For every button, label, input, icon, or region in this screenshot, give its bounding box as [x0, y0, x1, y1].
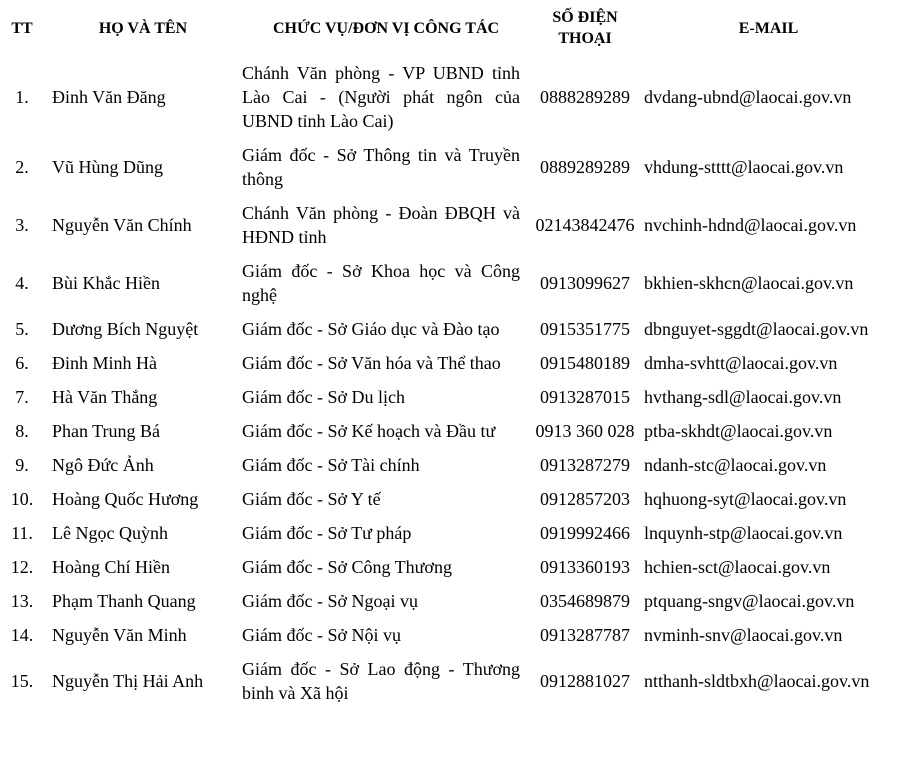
cell-position-unit: Giám đốc - Sở Du lịch: [242, 387, 405, 407]
cell-row-number: 15.: [10, 671, 34, 691]
table-body: [0, 56, 897, 710]
cell-position-unit: Giám đốc - Sở Ngoại vụ: [242, 591, 418, 611]
table-row: [0, 516, 897, 550]
cell-full-name: Bùi Khắc Hiền: [52, 273, 160, 293]
cell-full-name: Ngô Đức Ảnh: [52, 455, 154, 475]
cell-email-address: ndanh-stc@laocai.gov.vn: [644, 455, 827, 475]
cell-row-number: 2.: [15, 157, 29, 177]
cell-position-unit: Chánh Văn phòng - Đoàn ĐBQH và HĐND tỉnh: [242, 203, 520, 247]
cell-email-address: nvchinh-hdnd@laocai.gov.vn: [644, 215, 857, 235]
cell-row-number: 9.: [15, 455, 29, 475]
cell-phone-number: 0912881027: [540, 671, 630, 691]
cell-phone-number: 0913287015: [540, 387, 630, 407]
header-row: [0, 0, 897, 56]
table-row: [0, 380, 897, 414]
cell-email-address: dmha-svhtt@laocai.gov.vn: [644, 353, 838, 373]
cell-phone-number: 0915480189: [540, 353, 630, 373]
cell-row-number: 12.: [10, 557, 34, 577]
table-row: [0, 618, 897, 652]
cell-full-name: Vũ Hùng Dũng: [52, 157, 163, 177]
cell-position-unit: Giám đốc - Sở Tư pháp: [242, 523, 412, 543]
cell-row-number: 11.: [11, 523, 33, 543]
cell-full-name: Đinh Văn Đăng: [52, 87, 166, 107]
cell-phone-number: 02143842476: [535, 215, 635, 235]
cell-row-number: 1.: [15, 87, 29, 107]
cell-phone-number: 0889289289: [540, 157, 630, 177]
table-row: [0, 346, 897, 380]
cell-row-number: 7.: [15, 387, 29, 407]
cell-full-name: Nguyễn Văn Chính: [52, 215, 192, 235]
cell-phone-number: 0913099627: [540, 273, 630, 293]
table-row: [0, 254, 897, 312]
cell-row-number: 10.: [10, 489, 34, 509]
cell-full-name: Lê Ngọc Quỳnh: [52, 523, 168, 543]
cell-email-address: ptba-skhdt@laocai.gov.vn: [644, 421, 833, 441]
column-header-tt: TT: [11, 19, 33, 37]
cell-row-number: 4.: [15, 273, 29, 293]
table-row: [0, 414, 897, 448]
cell-email-address: bkhien-skhcn@laocai.gov.vn: [644, 273, 854, 293]
cell-full-name: Phan Trung Bá: [52, 421, 161, 441]
cell-row-number: 13.: [10, 591, 34, 611]
cell-position-unit: Giám đốc - Sở Nội vụ: [242, 625, 402, 645]
cell-phone-number: 0913287279: [540, 455, 630, 475]
cell-position-unit: Giám đốc - Sở Thông tin và Truyền thông: [242, 145, 520, 189]
column-header-name: HỌ VÀ TÊN: [98, 19, 188, 37]
table-row: [0, 138, 897, 196]
cell-position-unit: Giám đốc - Sở Công Thương: [242, 557, 452, 577]
cell-full-name: Nguyễn Thị Hải Anh: [52, 671, 204, 691]
cell-email-address: dbnguyet-sggdt@laocai.gov.vn: [644, 319, 869, 339]
cell-phone-number: 0913360193: [540, 557, 630, 577]
cell-full-name: Phạm Thanh Quang: [52, 591, 196, 611]
cell-row-number: 14.: [10, 625, 34, 645]
column-header-position: CHỨC VỤ/ĐƠN VỊ CÔNG TÁC: [272, 19, 500, 37]
cell-email-address: hvthang-sdl@laocai.gov.vn: [644, 387, 842, 407]
cell-position-unit: Giám đốc - Sở Khoa học và Công nghệ: [242, 261, 520, 305]
cell-full-name: Hoàng Quốc Hương: [52, 489, 199, 509]
table-row: [0, 550, 897, 584]
cell-phone-number: 0888289289: [540, 87, 630, 107]
cell-position-unit: Giám đốc - Sở Kế hoạch và Đầu tư: [242, 421, 496, 441]
table-row: [0, 448, 897, 482]
cell-email-address: ntthanh-sldtbxh@laocai.gov.vn: [644, 671, 870, 691]
cell-full-name: Nguyễn Văn Minh: [52, 625, 187, 645]
cell-phone-number: 0913 360 028: [535, 421, 635, 441]
cell-email-address: ptquang-sngv@laocai.gov.vn: [644, 591, 855, 611]
cell-phone-number: 0912857203: [540, 489, 630, 509]
cell-position-unit: Chánh Văn phòng - VP UBND tỉnh Lào Cai - (Người phát ngôn của UBND tỉnh Lào Cai): [242, 63, 520, 131]
column-header-phone: SỐ ĐIỆN THOẠI: [552, 9, 618, 47]
cell-email-address: hqhuong-syt@laocai.gov.vn: [644, 489, 847, 509]
column-header-email: E-MAIL: [738, 19, 799, 37]
cell-full-name: Đinh Minh Hà: [52, 353, 157, 373]
cell-row-number: 6.: [15, 353, 29, 373]
cell-full-name: Hà Văn Thắng: [52, 387, 158, 407]
cell-email-address: dvdang-ubnd@laocai.gov.vn: [644, 87, 852, 107]
cell-phone-number: 0913287787: [540, 625, 630, 645]
cell-full-name: Hoàng Chí Hiền: [52, 557, 170, 577]
cell-row-number: 3.: [15, 215, 29, 235]
cell-phone-number: 0354689879: [540, 591, 630, 611]
cell-email-address: hchien-sct@laocai.gov.vn: [644, 557, 831, 577]
cell-row-number: 8.: [15, 421, 29, 441]
cell-email-address: vhdung-stttt@laocai.gov.vn: [644, 157, 844, 177]
cell-phone-number: 0915351775: [540, 319, 630, 339]
cell-position-unit: Giám đốc - Sở Lao động - Thương binh và Xã hội: [242, 659, 520, 703]
cell-email-address: nvminh-snv@laocai.gov.vn: [644, 625, 843, 645]
table-row: [0, 482, 897, 516]
table-row: [0, 652, 897, 710]
cell-row-number: 5.: [15, 319, 29, 339]
table-row: [0, 56, 897, 138]
cell-position-unit: Giám đốc - Sở Giáo dục và Đào tạo: [242, 319, 500, 339]
cell-full-name: Dương Bích Nguyệt: [52, 319, 199, 339]
table-row: [0, 196, 897, 254]
cell-position-unit: Giám đốc - Sở Tài chính: [242, 455, 420, 475]
cell-phone-number: 0919992466: [540, 523, 630, 543]
cell-email-address: lnquynh-stp@laocai.gov.vn: [644, 523, 843, 543]
table-row: [0, 312, 897, 346]
table-row: [0, 584, 897, 618]
cell-position-unit: Giám đốc - Sở Y tế: [242, 489, 381, 509]
cell-position-unit: Giám đốc - Sở Văn hóa và Thể thao: [242, 353, 501, 373]
